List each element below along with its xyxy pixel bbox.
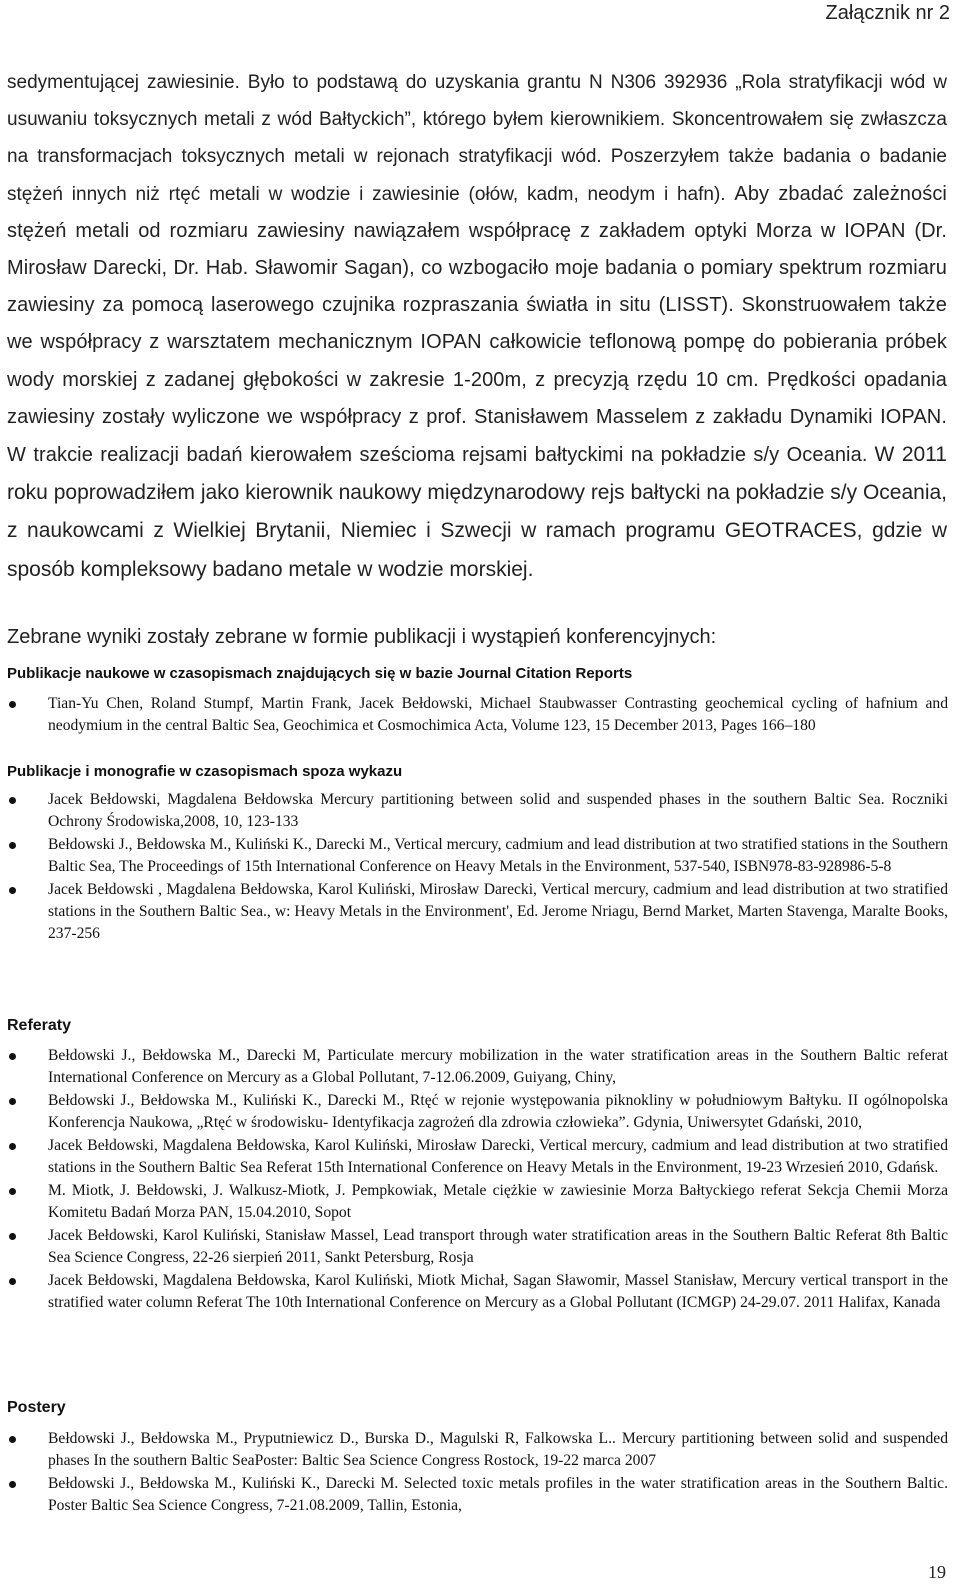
list-item: Bełdowski J., Bełdowska M., Pryputniewicz D., Burska D., Magulski R, Falkowska L.. Mercury partitioning between solid and suspended phases In the southern Baltic SeaPoster: Baltic Sea Science Congress Rostock, 19-22 marca 2007 [0,1428,948,1472]
list-item: Bełdowski J., Bełdowska M., Kuliński K., Darecki M., Rtęć w rejonie występowania piknokliny w południowym Bałtyku. II ogólnopolska Konferencja Naukowa, „Rtęć w środowisku- Identyfikacja zagrożeń dla zdrowia człowieka”. Gdynia, Uniwersytet Gdański, 2010, [0,1090,948,1134]
list-item: Bełdowski J., Bełdowska M., Darecki M, Particulate mercury mobilization in the water stratification areas in the Southern Baltic referat International Conference on Mercury as a Global Pollutant, 7-12.06.2009, Guiyang, Chiny, [0,1045,948,1089]
list-item: Jacek Bełdowski, Karol Kuliński, Stanisław Massel, Lead transport through water stratification areas in the Southern Baltic Referat 8th Baltic Sea Science Congress, 22-26 sierpień 2011, Sankt Petersburg, Rosja [0,1225,948,1269]
other-publication-list [0,789,948,946]
section-title-other-publications: Publikacje i monografie w czasopismach spoza wykazu [7,763,403,780]
bullet-icon [9,842,16,849]
list-item: Jacek Bełdowski, Magdalena Bełdowska, Karol Kuliński, Miotk Michał, Sagan Sławomir, Massel Stanisław, Mercury vertical transport in the stratified water column Referat The 10th International Conference on Mercury as a Global Pollutant (ICMGP) 24-29.07. 2011 Halifax, Kanada [0,1270,948,1314]
bullet-icon [9,1143,16,1150]
bullet-icon [9,887,16,894]
bullet-icon [9,701,16,708]
referaty-list [0,1045,948,1315]
bullet-icon [9,1053,16,1060]
paragraph-cooperation: Aby zbadać zależności stężeń metali od rozmiaru zawiesiny nawiązałem współpracę z zakładem optyki Morza w IOPAN (Dr. Mirosław Darecki, Dr. Hab. Sławomir Sagan), co wzbogaciło moje badania o pomiary spektrum rozmiaru zawiesiny za pomocą laserowego czujnika rozpraszania światła in situ (LISST). Skonstruowałem także we współpracy z warsztatem mechanicznym IOPAN całkowicie teflonową pompę do pobierania próbek wody morskiej z zadanej głębokości w zakresie 1-200m, z precyzją rzędu 10 cm. Prędkości opadania zawiesiny zostały wyliczone we współpracy z prof. Stanisławem Masselem z zakładu Dynamiki IOPAN. W trakcie realizacji badań kierowałem sześcioma rejsami bałtyckimi na pokładzie s/y Oceania. [7,182,947,467]
paragraph-grant: sedymentującej zawiesinie. Było to podstawą do uzyskania grantu N N306 392936 „Rola stratyfikacji wód w usuwaniu toksycznych metali z wód Bałtyckich”, którego byłem kierownikiem. Skoncentrowałem się zwłaszcza na transformacjach toksycznych metali w rejonach stratyfikacji wód. Poszerzyłem także badania o badanie stężeń innych niż rtęć metali w wodzie i zawiesinie (ołów, kadm, neodym i hafn). [7,72,947,205]
paragraph-geotraces: W 2011 roku poprowadziłem jako kierownik naukowy międzynarodowy rejs bałtycki na pokładzie s/y Oceania, z naukowcami z Wielkiej Brytanii, Niemiec i Szwecji w ramach programu GEOTRACES, gdzie w sposób kompleksowy badano metale w wodzie morskiej. [7,443,947,581]
page-number: 19 [928,1562,946,1582]
bullet-icon [9,797,16,804]
list-item: Tian-Yu Chen, Roland Stumpf, Martin Frank, Jacek Bełdowski, Michael Staubwasser Contrasting geochemical cycling of hafnium and neodymium in the central Baltic Sea, Geochimica et Cosmochimica Acta, Volume 123, 15 December 2013, Pages 166–180 [0,693,948,737]
list-item: Bełdowski J., Bełdowska M., Kuliński K., Darecki M. Selected toxic metals profiles in the water stratification areas in the Southern Baltic. Poster Baltic Sea Science Congress, 7-21.08.2009, Tallin, Estonia, [0,1473,948,1517]
jcr-publication-list [0,693,948,738]
section-title-referaty: Referaty [7,1017,72,1034]
body-paragraphs [7,64,947,589]
postery-list [0,1428,948,1518]
bullet-icon [9,1436,16,1443]
list-item: Bełdowski J., Bełdowska M., Kuliński K., Darecki M., Vertical mercury, cadmium and lead distribution at two stratified stations in the Southern Baltic Sea, The Proceedings of 15th International Conference on Heavy Metals in the Environment, 537-540, ISBN978-83-928986-5-8 [0,834,948,878]
bullet-icon [9,1481,16,1488]
bullet-icon [9,1278,16,1285]
list-item: Jacek Bełdowski, Magdalena Bełdowska Mercury partitioning between solid and suspended phases in the southern Baltic Sea. Roczniki Ochrony Środowiska,2008, 10, 123-133 [0,789,948,833]
list-item: Jacek Bełdowski, Magdalena Bełdowska, Karol Kuliński, Mirosław Darecki, Vertical mercury, cadmium and lead distribution at two stratified stations in the Southern Baltic Sea Referat 15th International Conference on Heavy Metals in the Environment, 19-23 Wrzesień 2010, Gdańsk. [0,1135,948,1179]
results-intro: Zebrane wyniki zostały zebrane w formie publikacji i wystąpień konferencyjnych: [7,626,717,648]
list-item: M. Miotk, J. Bełdowski, J. Walkusz-Miotk, J. Pempkowiak, Metale ciężkie w zawiesinie Morza Bałtyckiego referat Sekcja Chemii Morza Komitetu Badań Morza PAN, 15.04.2010, Sopot [0,1180,948,1224]
attachment-label: Załącznik nr 2 [825,2,950,24]
section-title-jcr: Publikacje naukowe w czasopismach znajdujących się w bazie Journal Citation Reports [7,665,633,682]
list-item: Jacek Bełdowski , Magdalena Bełdowska, Karol Kuliński, Mirosław Darecki, Vertical mercury, cadmium and lead distribution at two stratified stations in the Southern Baltic Sea., w: Heavy Metals in the Environment', Ed. Jerome Nriagu, Bernd Market, Marten Stavenga, Maralte Books, 237-256 [0,879,948,945]
bullet-icon [9,1188,16,1195]
bullet-icon [9,1233,16,1240]
section-title-postery: Postery [7,1399,66,1416]
bullet-icon [9,1098,16,1105]
